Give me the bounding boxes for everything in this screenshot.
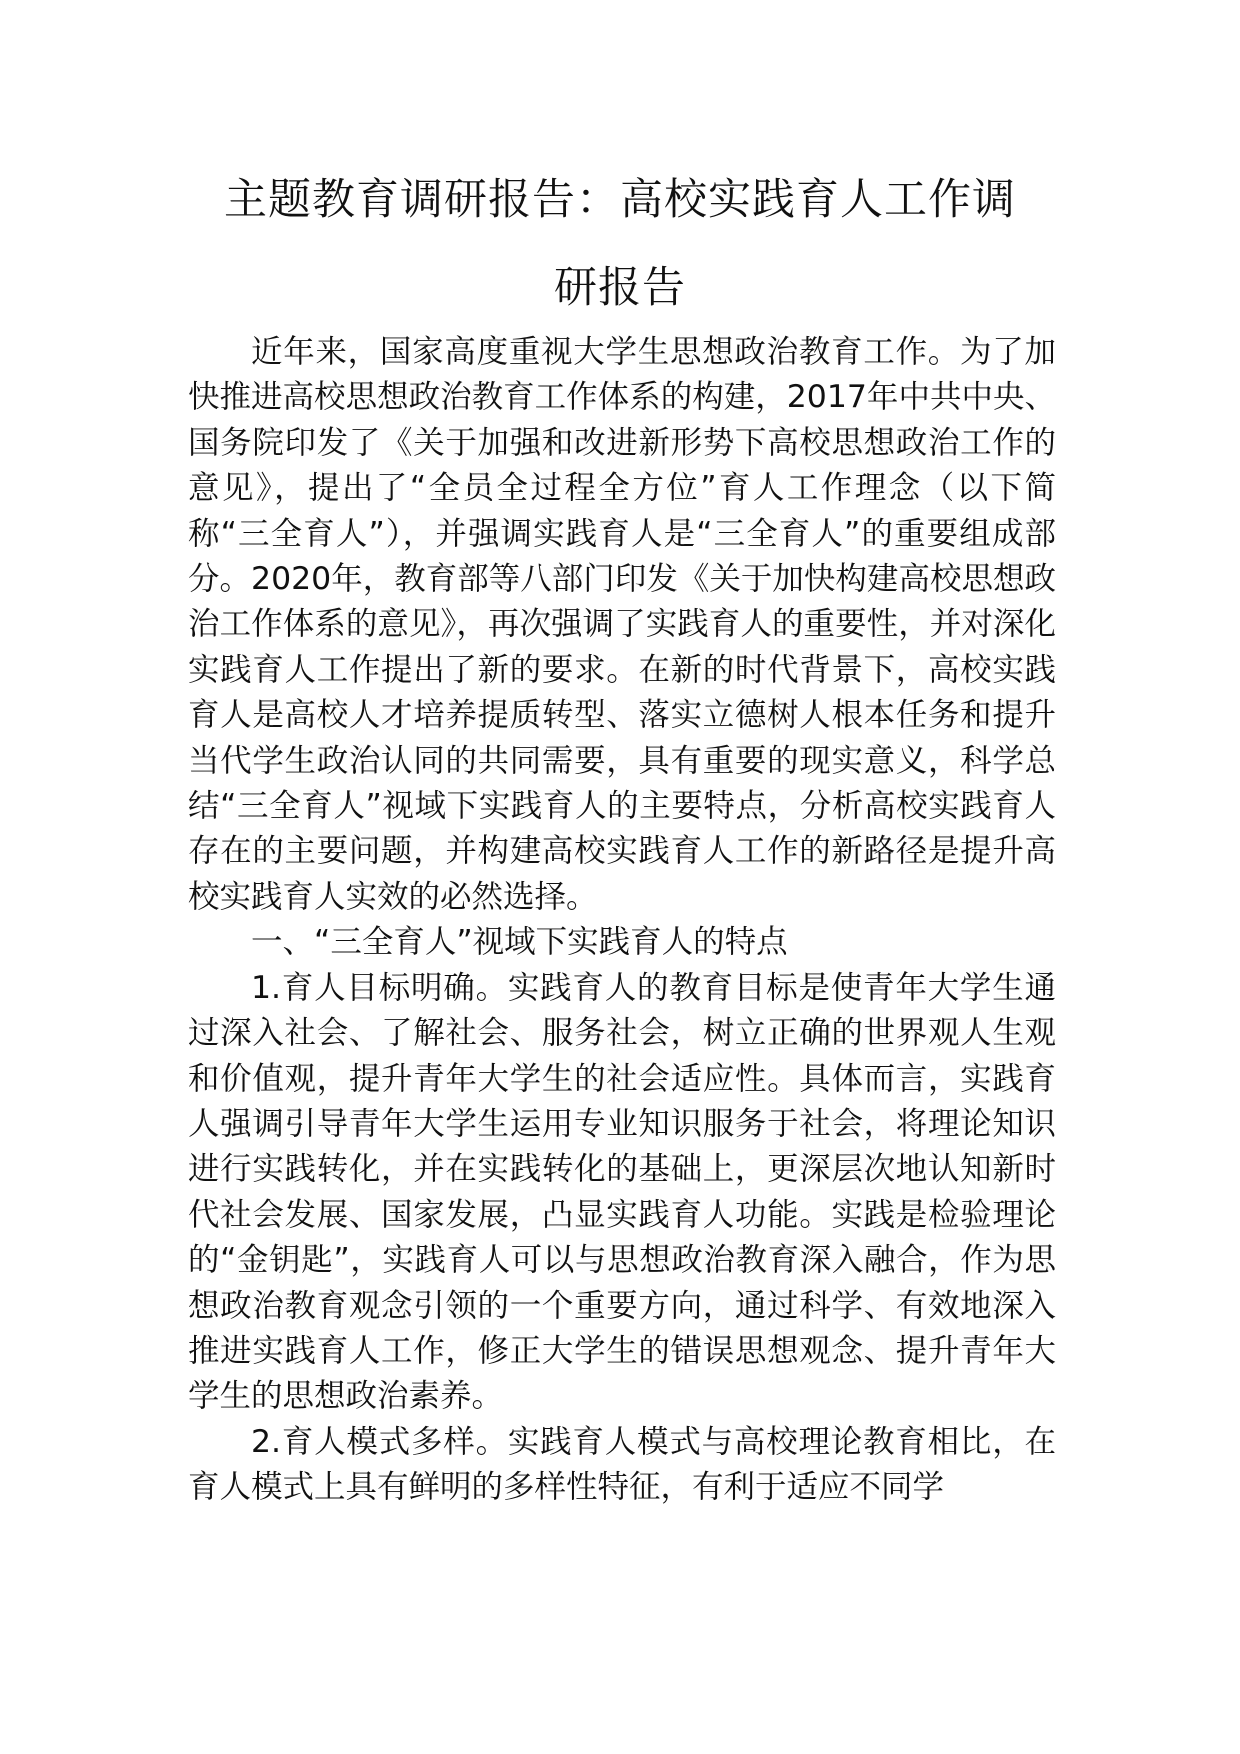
point-paragraph-1: 1.育人目标明确。实践育人的教育目标是使青年大学生通过深入社会、了解社会、服务社会，树立正确的世界观人生观和价值观，提升青年大学生的社会适应性。具体而言，实践育人强调引导青年大学生运用专业知识服务于社会，将理论知识进行实践转化，并在实践转化的基础上，更深层次地认知新时代社会发展、国家发展，凸显实践育人功能。实践是检验理论的“金钥匙”，实践育人可以与思想政治教育深入融合，作为思想政治教育观念引领的一个重要方向，通过科学、有效地深入推进实践育人工作，修正大学生的错误思想观念、提升青年大学生的思想政治素养。 xyxy=(188,969,1056,1415)
intro-paragraph: 近年来，国家高度重视大学生思想政治教育工作。为了加快推进高校思想政治教育工作体系的构建，2017年中共中央、国务院印发了《关于加强和改进新形势下高校思想政治工作的意见》，提出了“全员全过程全方位”育人工作理念（以下简称“三全育人”），并强调实践育人是“三全育人”的重要组成部分。2020年，教育部等八部门印发《关于加快构建高校思想政治工作体系的意见》，再次强调了实践育人的重要性，并对深化实践育人工作提出了新的要求。在新的时代背景下，高校实践育人是高校人才培养提质转型、落实立德树人根本任务和提升当代学生政治认同的共同需要，具有重要的现实意义，科学总结“三全育人”视域下实践育人的主要特点，分析高校实践育人存在的主要问题，并构建高校实践育人工作的新路径是提升高校实践育人实效的必然选择。 xyxy=(188,334,1056,915)
document-body xyxy=(188,330,1056,1511)
section-heading: 一、“三全育人”视域下实践育人的特点 xyxy=(251,924,788,961)
document-title-line-2: 研报告 xyxy=(554,263,686,313)
point-paragraph-2: 2.育人模式多样。实践育人模式与高校理论教育相比，在育人模式上具有鲜明的多样性特征，有利于适应不同学 xyxy=(188,1423,1056,1506)
document-title-line-1: 主题教育调研报告：高校实践育人工作调 xyxy=(224,175,1016,225)
